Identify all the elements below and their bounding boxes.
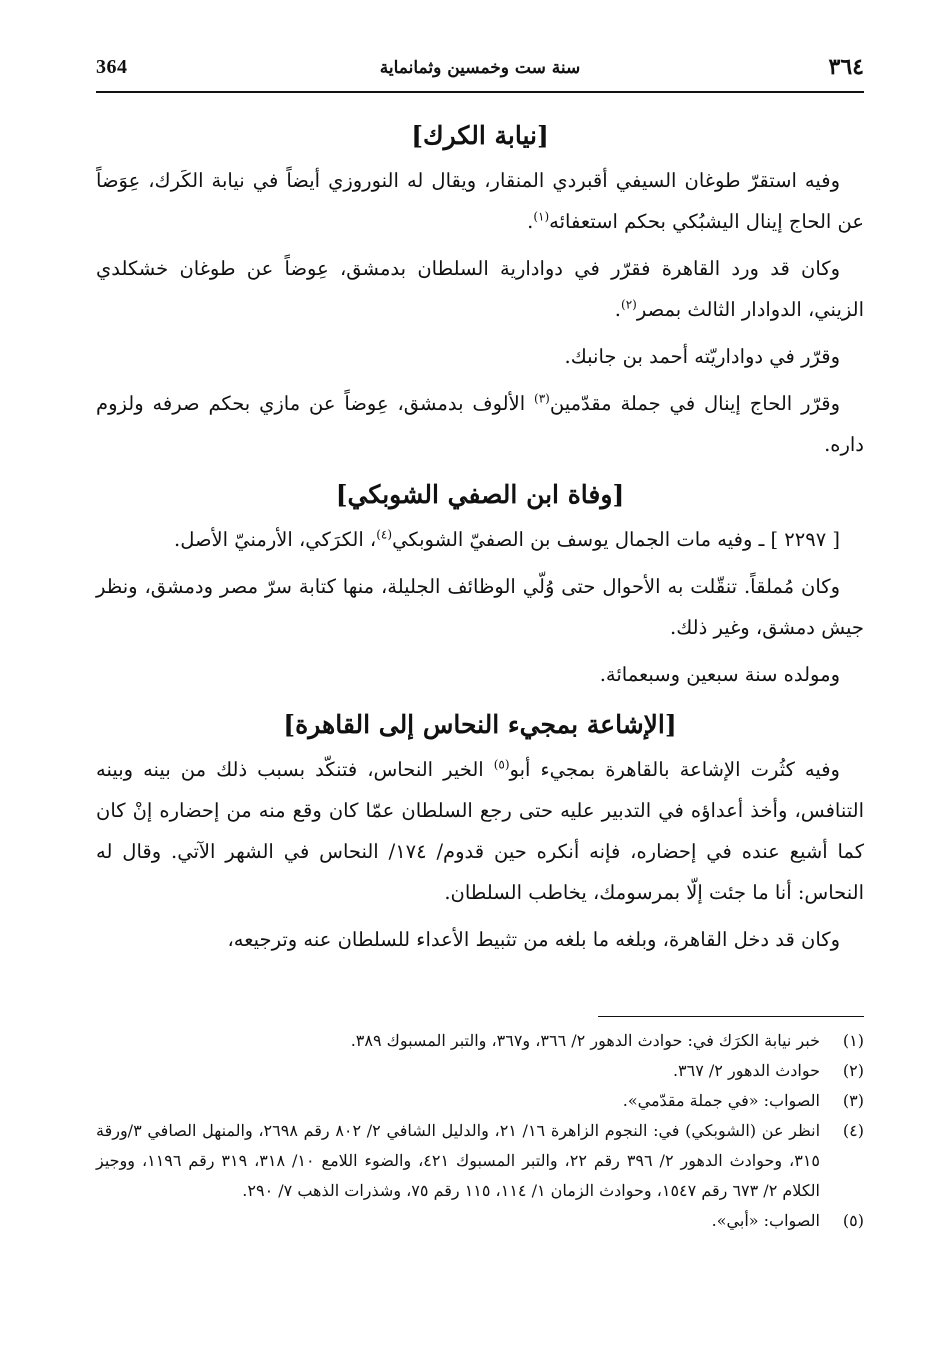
footnote-marker[interactable]: (٢) [621, 297, 637, 312]
footnote-marker[interactable]: (٥) [493, 757, 510, 772]
paragraph: [ ٢٢٩٧ ] ـ وفيه مات الجمال يوسف بن الصفيّ الشوبكي$^{(٤)}$، الكرَكي، الأرمنيّ الأصل. [174, 527, 840, 551]
paragraph: وفيه كثُرت الإشاعة بالقاهرة بمجيء أبو$^{(٥)}$ الخير النحاس، فتنكّد بسبب ذلك من بينه وبينه التنافس، وأخذ أعداؤه في التدبير عليه حتى رجع السلطان عمّا كان وقع منه من إحضاره إنْ كان كما أشيع عنده في إحضاره، فإنه أنكره حين قدوم/ ١٧٤/ النحاس في الشهر الآتي. وقال له النحاس: أنا ما جئت إلّا بمرسومك، يخاطب السلطان. [96, 757, 864, 904]
footnote-item [96, 1056, 864, 1086]
footnote-marker[interactable]: (٣) [534, 391, 550, 406]
paragraph: ومولده سنة سبعين وسبعمائة. [599, 663, 840, 686]
footnote-text: خبر نيابة الكرَك في: حوادث الدهور ٢/ ٣٦٦، و٣٦٧، والتبر المسبوك ٣٨٩. [350, 1031, 820, 1050]
section-heading: [وفاة ابن الصفي الشوبكي] [335, 480, 625, 509]
running-title: سنة ست وخمسين وثمانماية [379, 58, 581, 78]
footnote-text: انظر عن (الشوبكي) في: النجوم الزاهرة ١٦/ ٢١، والدليل الشافي ٢/ ٨٠٢ رقم ٢٦٩٨، والمنهل الصافي ٣/ورقة ٣١٥، وحوادث الدهور ٢/ ٣٩٦ رقم ٢٢، والتبر المسبوك ٤٢١، والضوء اللامع ١٠/ ٣١٨، ٣١٩ رقم ١١٩٦، ووجيز الكلام ٢/ ٦٧٣ رقم ١٥٤٧، وحوادث الزمان ١/ ١١٤، ١١٥ رقم ٧٥، وشذرات الذهب ٧/ ٢٩٠. [96, 1121, 821, 1200]
footnote-number: (١) [842, 1031, 864, 1050]
footnote-marker[interactable]: (١) [533, 209, 550, 224]
header-rule [96, 91, 864, 93]
paragraph: وفيه استقرّ طوغان السيفي أقبردي المنقار، ويقال له النوروزي أيضاً في نيابة الكَرك، عِوَضاً عن الحاج إينال اليشبُكي بحكم استعفائه$^{(١)}$. [96, 169, 864, 233]
section-heading: [نيابة الكرك] [411, 121, 549, 150]
book-page [96, 0, 864, 1364]
footnote-text: الصواب: «في جملة مقدّمي». [622, 1091, 820, 1110]
section-heading: [الإشاعة بمجيء النحاس إلى القاهرة] [283, 710, 677, 739]
paragraph: وكان قد دخل القاهرة، وبلغه ما بلغه من تثبيط الأعداء للسلطان عنه وترجيعه، [227, 928, 840, 951]
footnote-text: الصواب: «أبي». [711, 1211, 820, 1230]
paragraph: وقرّر الحاج إينال في جملة مقدّمين$^{(٣)}$ الألوف بدمشق، عِوضاً عن مازي بحكم صرفه ولزوم داره. [96, 391, 864, 456]
footnote-marker[interactable]: (٤) [376, 527, 393, 542]
page-number-latin: 364 [96, 56, 128, 78]
paragraph: وكان قد ورد القاهرة فقرّر في دوادارية السلطان بدمشق، عِوضاً عن طوغان خشكلدي الزيني، الدوادار الثالث بمصر$^{(٢)}$. [96, 257, 864, 321]
footnote-item [96, 1086, 864, 1116]
footnote-item [96, 1026, 864, 1056]
footnote-item [96, 1206, 864, 1236]
footnote-separator [598, 1016, 864, 1017]
page-header [96, 54, 864, 88]
footnote-item [96, 1116, 864, 1206]
footnote-number: (٣) [842, 1091, 864, 1110]
paragraph: وقرّر في دواداريّته أحمد بن جانبك. [564, 345, 840, 368]
main-text [96, 112, 864, 966]
footnote-number: (٢) [842, 1061, 864, 1080]
footnote-number: (٥) [842, 1211, 864, 1230]
footnote-number: (٤) [842, 1121, 864, 1140]
page-number-arabic: ٣٦٤ [828, 54, 864, 80]
footnotes [96, 1026, 864, 1236]
footnote-text: حوادث الدهور ٢/ ٣٦٧. [672, 1061, 820, 1080]
paragraph: وكان مُملقاً. تنقّلت به الأحوال حتى وُلّي الوظائف الجليلة، منها كتابة سرّ مصر ودمشق، ونظر جيش دمشق، وغير ذلك. [96, 575, 864, 639]
